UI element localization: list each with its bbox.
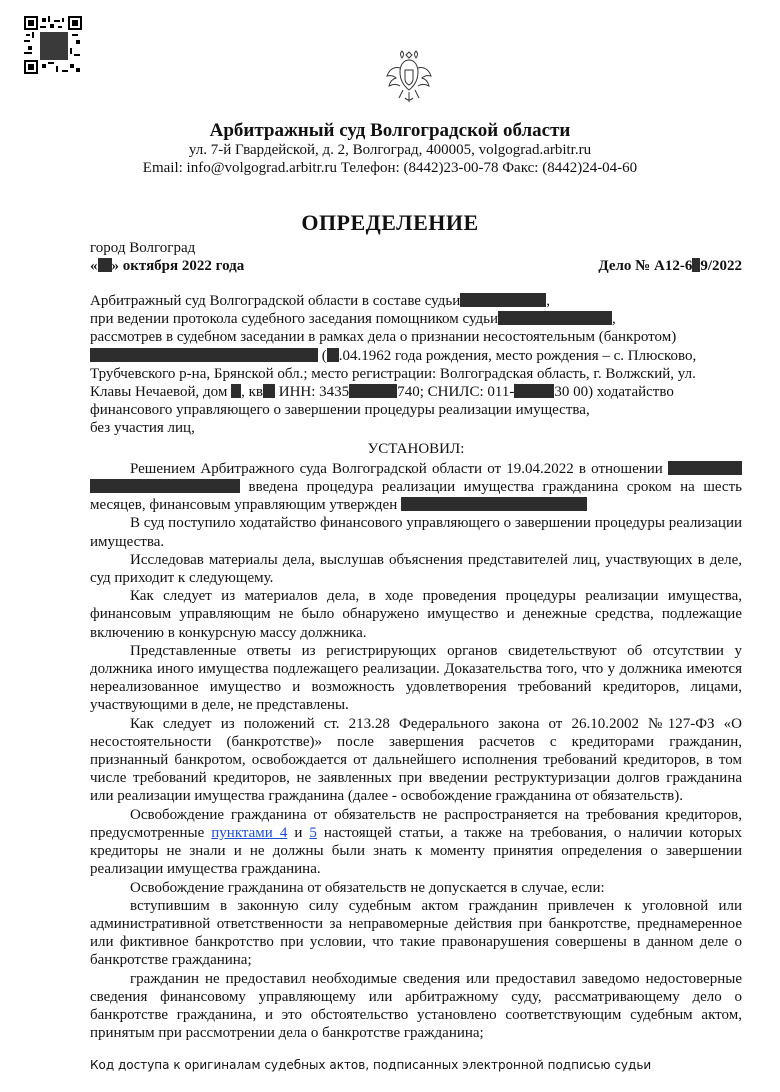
court-name: Арбитражный суд Волгоградской области: [209, 120, 571, 141]
qr-code: [24, 16, 82, 74]
paragraph: Как следует из положений ст. 213.28 Федерального закона от 26.10.2002 №127-ФЗ «О несостоятельности (банкротстве)» после завершения расчетов с кредиторами гражданин, признанный банкротом, освобождается от дальнейшего исполнения требований кредиторов, в том числе требований кредиторов, не заявленных при введении реструктуризации долгов гражданина или реализации имущества гражданина (далее - освобождение гражданина от обязательств).: [90, 715, 742, 805]
intro-text: 30 00) ходатайство: [554, 384, 674, 401]
intro-text: (: [321, 347, 327, 364]
intro-text: Клавы Нечаевой, дом: [90, 384, 228, 401]
redaction-block: [263, 384, 275, 398]
redaction-block: [514, 384, 554, 398]
paragraph-text: Решением Арбитражного суда Волгоградской области от 19.04.2022 в отношении: [130, 460, 663, 477]
city-line: город Волгоград: [90, 240, 196, 256]
redaction-block: [668, 461, 742, 475]
paragraph: Как следует из материалов дела, в ходе проведения процедуры реализации имущества, финансовым управляющим не было обнаружено имущество и денежные средства, подлежащие включению в конкурсную массу должника.: [90, 588, 742, 641]
redaction-block: [401, 497, 587, 511]
case-suffix: 9/2022: [700, 258, 742, 274]
redaction-block: [498, 311, 612, 325]
redaction-block: [327, 348, 339, 362]
redaction-block: [349, 384, 397, 398]
intro-line: [90, 292, 742, 310]
date-open: «: [90, 258, 98, 274]
paragraph: Освобождение гражданина от обязательств не допускается в случае, если:: [130, 879, 605, 896]
intro-text: , кв: [241, 384, 264, 401]
paragraph-text: введена процедура реализации имущества гражданина сроком на шесть месяцев, финансовым управляющим утвержден: [90, 479, 742, 514]
intro-line: [90, 383, 742, 401]
intro-line: без участия лиц,: [90, 420, 195, 437]
intro-line: Трубчевского р-на, Брянской обл.; место регистрации: Волгоградская область, г. Волжский, ул.: [90, 365, 696, 382]
redaction-block: [231, 384, 241, 398]
paragraph-text: и: [287, 824, 310, 841]
intro-text: при ведении протокола судебного заседания помощником судьи: [90, 311, 498, 328]
paragraph: В суд поступило ходатайство финансового управляющего о завершении процедуры реализации имущества.: [90, 515, 742, 550]
redaction-block: [460, 293, 546, 307]
case-prefix: Дело № А12-6: [598, 258, 693, 274]
paragraph: вступившим в законную силу судебным актом гражданин привлечен к уголовной или административной ответственности за неправомерные действия при банкротстве, преднамеренное или фиктивное банкротство при условии, что такие правонарушения совершены в данном деле о банкротстве гражданина;: [90, 897, 742, 969]
intro-text: ,: [546, 293, 550, 309]
redaction-block: [90, 479, 240, 493]
link-point-5[interactable]: 5: [309, 824, 317, 841]
court-address: ул. 7-й Гвардейской, д. 2, Волгоград, 400005, volgograd.arbitr.ru: [188, 142, 592, 158]
paragraph: [90, 460, 742, 515]
case-number: [598, 258, 742, 275]
paragraph: [90, 806, 742, 879]
intro-line: [90, 347, 742, 365]
paragraph: гражданин не предоставил необходимые сведения или предоставил заведомо недостоверные сведения финансовому управляющему или арбитражному суду, рассматривающему дело о банкротстве гражданина, и это обстоятельство установлено соответствующим судебным актом, принятым при рассмотрении дела о банкротстве гражданина;: [90, 970, 742, 1042]
court-contacts: Email: info@volgograd.arbitr.ru Телефон: (8442)23-00-78 Факс: (8442)24-04-60: [142, 160, 638, 176]
intro-text: Арбитражный суд Волгоградской области в составе судьи: [90, 293, 461, 309]
footer-note: Код доступа к оригиналам судебных актов, подписанных электронной подписью судьи: [90, 1058, 652, 1072]
established-heading: УСТАНОВИЛ:: [367, 440, 465, 457]
intro-text: ,: [612, 311, 616, 328]
coat-of-arms-emblem: [386, 48, 432, 104]
document-body: [90, 292, 742, 1042]
intro-text: .04.1962 года рождения, место рождения – с. Плюсково,: [338, 347, 697, 364]
paragraph-text: Освобождение гражданина от обязательств не распространяется на требования кредиторов, предусмотренные: [90, 806, 742, 841]
paragraph: Представленные ответы из регистрирующих органов свидетельствуют об отсутствии у должника иного имущества подлежащего реализации. Доказательства того, что у должника имеются нереализованное имущество и возможность удовлетворения требований кредиторов, лицами, участвующими в деле, не представлены.: [90, 642, 742, 714]
date-case-row: [90, 258, 742, 275]
intro-line: рассмотрев в судебном заседании в рамках дела о признании несостоятельным (банкротом): [90, 329, 677, 346]
date-text: » октября 2022 года: [111, 258, 245, 274]
intro-line: финансового управляющего о завершении процедуры реализации имущества,: [90, 402, 590, 419]
document-title: ОПРЕДЕЛЕНИЕ: [301, 210, 479, 235]
intro-text: 740; СНИЛС: 011-: [397, 384, 515, 401]
redaction-block: [90, 348, 318, 362]
intro-text: ИНН: 3435: [275, 384, 350, 401]
paragraph: Исследовав материалы дела, выслушав объяснения представителей лиц, участвующих в деле, суд приходит к следующему.: [90, 551, 742, 587]
intro-line: [90, 310, 742, 328]
link-point-4[interactable]: пунктами 4: [211, 824, 288, 841]
paragraph-text: настоящей статьи, а также на требования, о наличии которых кредиторы не знали и не должны были знать к моменту принятия определения о завершении реализации имущества гражданина.: [90, 824, 742, 878]
redaction-block: [98, 258, 112, 272]
